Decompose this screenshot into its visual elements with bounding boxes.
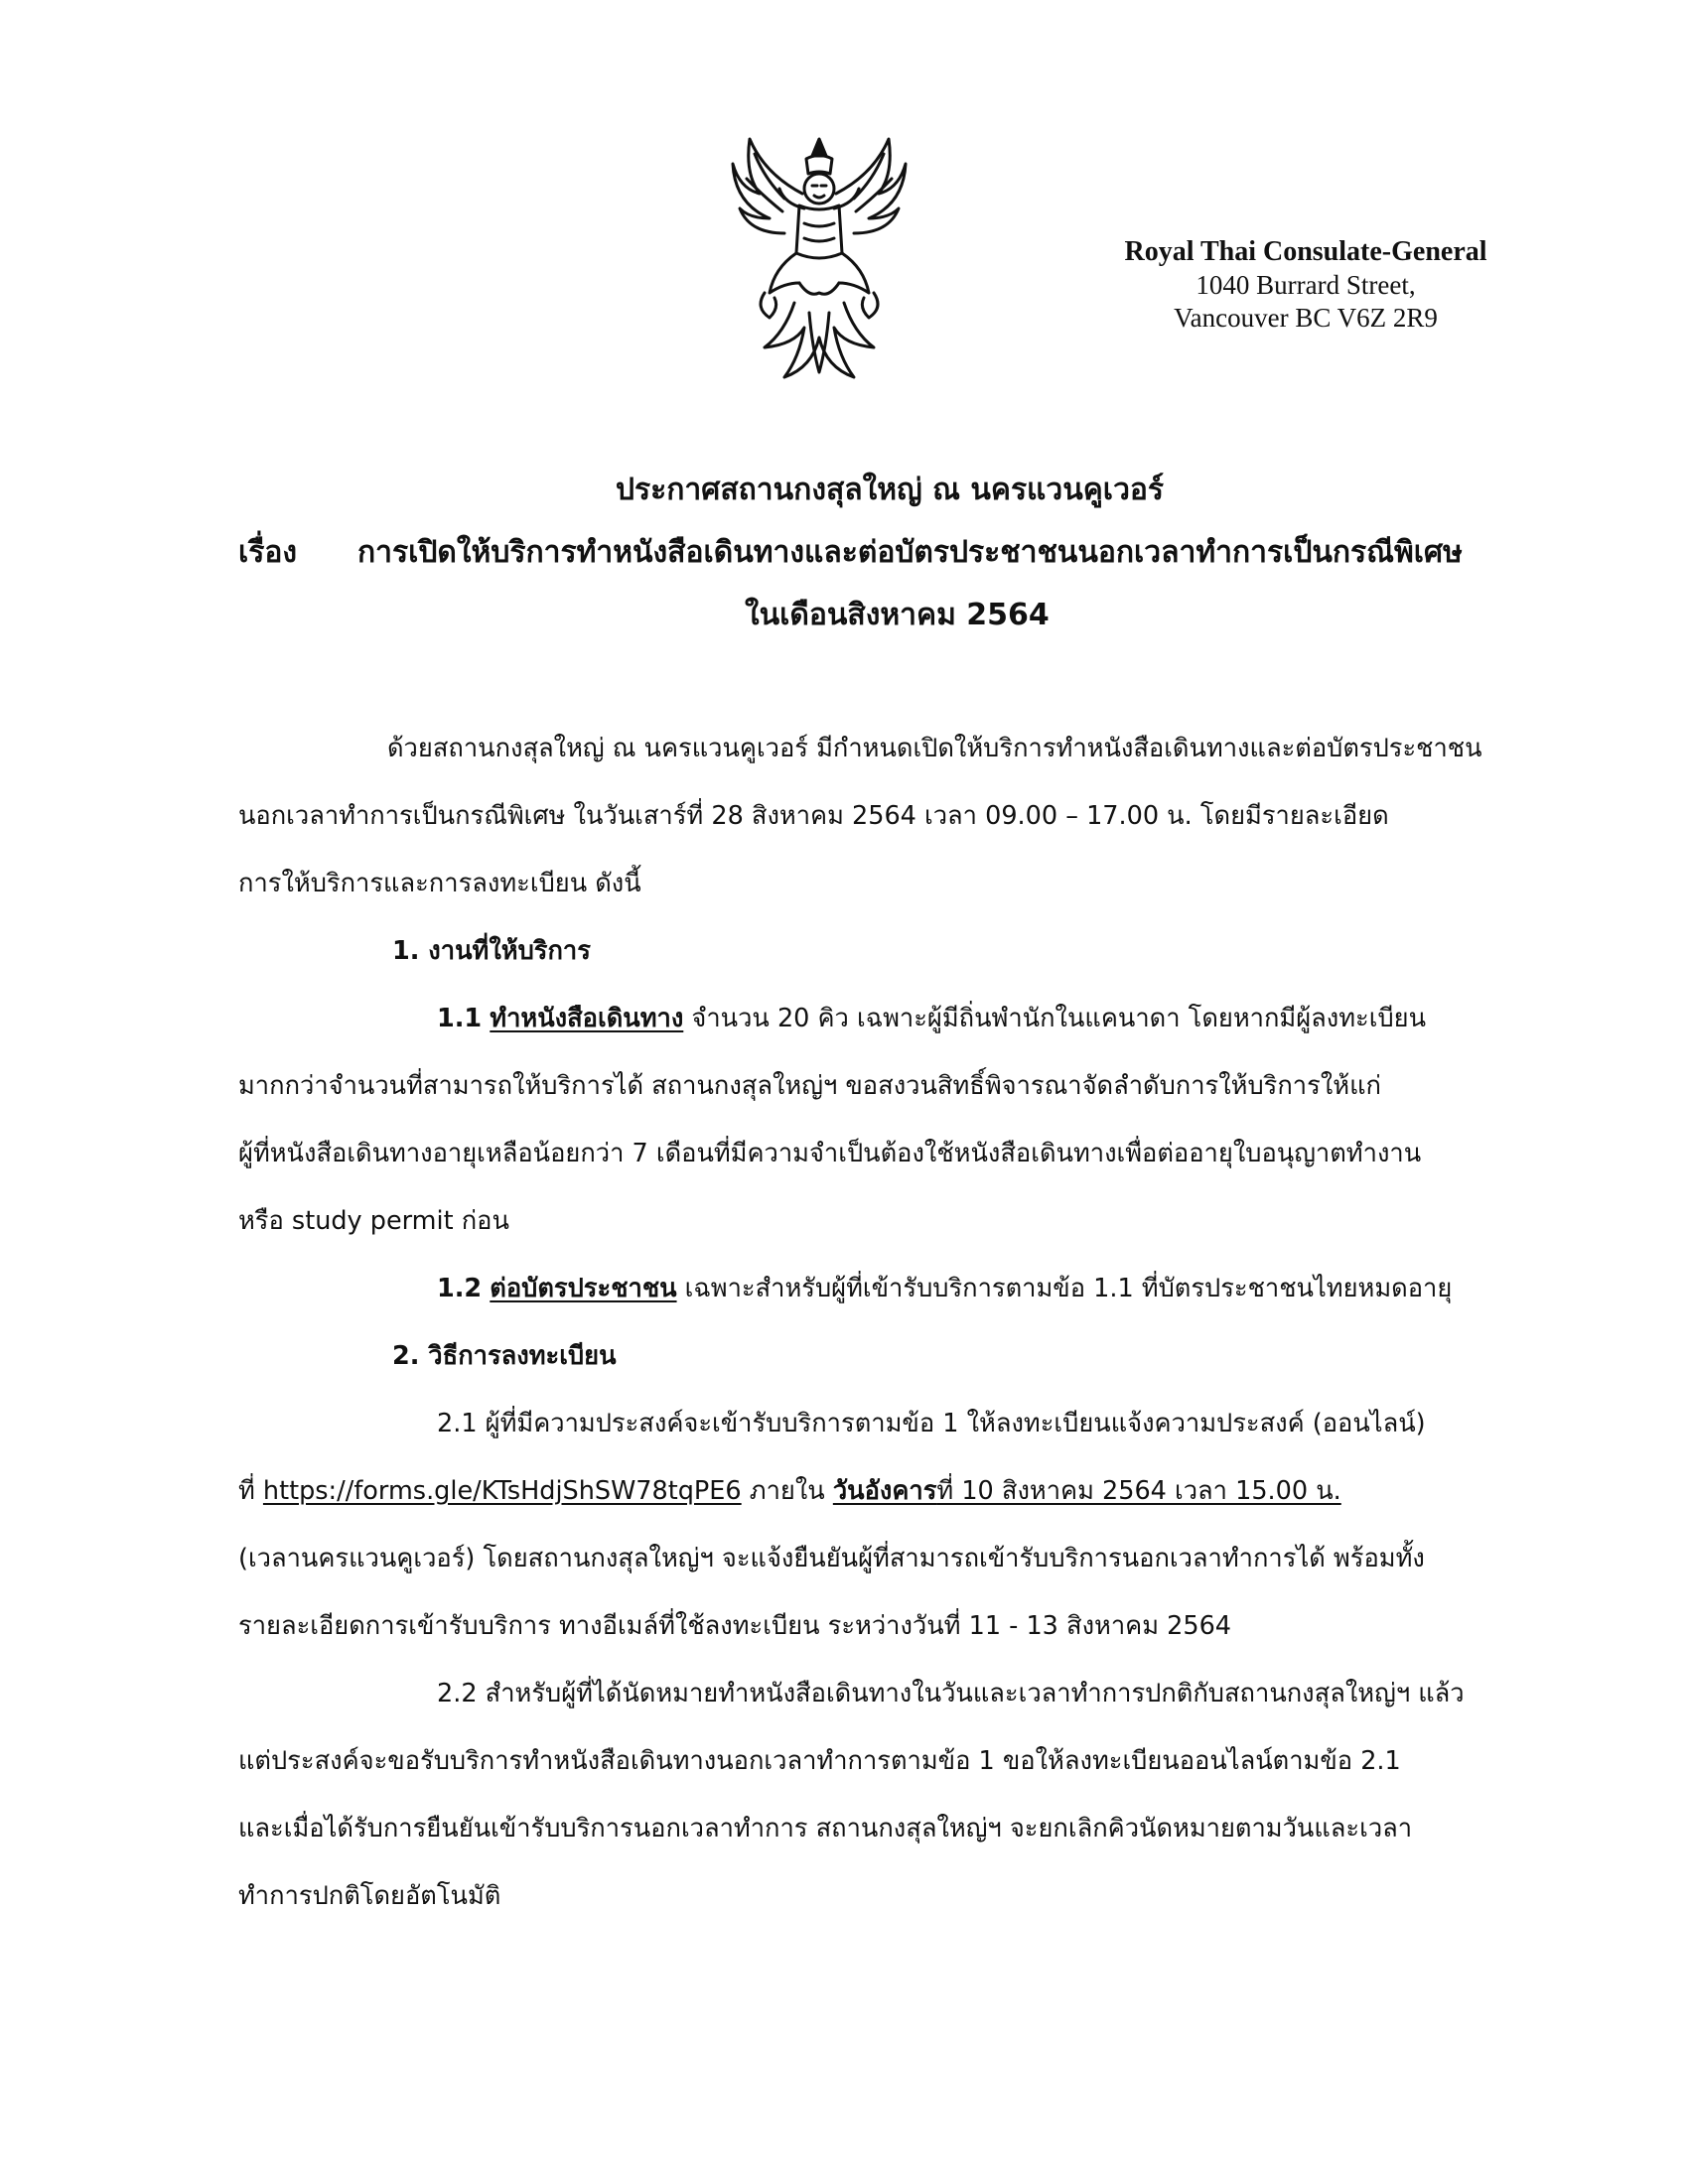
deadline-day: วันอังคาร: [832, 1476, 937, 1506]
address-city: Vancouver BC V6Z 2R9: [1174, 303, 1438, 333]
item-1-2-label: ต่อบัตรประชาชน: [490, 1274, 677, 1303]
item-1-1-number: 1.1: [437, 1004, 483, 1033]
item-1-1-text: จำนวน 20 คิว เฉพาะผู้มีถิ่นพำนักในแคนาดา โดยหากมีผู้ลงทะเบียน: [683, 1004, 1427, 1033]
intro-line-1: ด้วยสถานกงสุลใหญ่ ณ นครแวนคูเวอร์ มีกำหนดเปิดให้บริการทำหนังสือเดินทางและต่อบัตรประชาชน: [387, 734, 1482, 763]
item-2-1-within: ภายใน: [741, 1476, 833, 1506]
intro-line-3: การให้บริการและการลงทะเบียน ดังนี้: [238, 869, 641, 898]
title-line-1: ประกาศสถานกงสุลใหญ่ ณ นครแวนคูเวอร์: [616, 473, 1165, 507]
item-1-2-line: [437, 1255, 1452, 1322]
item-2-2-line-2: แต่ประสงค์จะขอรับบริการทำหนังสือเดินทางนอกเวลาทำการตามข้อ 1 ขอให้ลงทะเบียนออนไลน์ตามข้อ 2.1: [238, 1746, 1401, 1776]
section-2-heading: 2. วิธีการลงทะเบียน: [392, 1341, 617, 1371]
letterhead-address: [1082, 235, 1529, 335]
organization-name: Royal Thai Consulate-General: [1124, 236, 1487, 267]
item-2-1-prefix: ที่: [238, 1476, 263, 1506]
item-2-1-line-2: [238, 1457, 1341, 1525]
subject-text: การเปิดให้บริการทำหนังสือเดินทางและต่อบัตรประชาชนนอกเวลาทำการเป็นกรณีพิเศษ: [357, 535, 1463, 570]
item-1-2-number: 1.2: [437, 1274, 483, 1303]
deadline-date: ที่ 10 สิงหาคม 2564 เวลา 15.00 น.: [936, 1476, 1341, 1506]
section-1-heading: 1. งานที่ให้บริการ: [392, 936, 591, 966]
item-2-2-line-4: ทำการปกติโดยอัตโนมัติ: [238, 1881, 501, 1911]
item-1-1-label: ทำหนังสือเดินทาง: [490, 1004, 684, 1033]
item-1-2-text: เฉพาะสำหรับผู้ที่เข้ารับบริการตามข้อ 1.1 ที่บัตรประชาชนไทยหมดอายุ: [676, 1274, 1453, 1303]
item-2-1-line-3: (เวลานครแวนคูเวอร์) โดยสถานกงสุลใหญ่ฯ จะแจ้งยืนยันผู้ที่สามารถเข้ารับบริการนอกเวลาทำการได้ พร้อมทั้ง: [238, 1544, 1425, 1573]
item-1-1-line-2: มากกว่าจำนวนที่สามารถให้บริการได้ สถานกงสุลใหญ่ฯ ขอสงวนสิทธิ์พิจารณาจัดลำดับการให้บริการให้แก่: [238, 1071, 1381, 1101]
registration-form-link[interactable]: https://forms.gle/KTsHdjShSW78tqPE6: [262, 1476, 742, 1506]
item-2-2-line-3: และเมื่อได้รับการยืนยันเข้ารับบริการนอกเวลาทำการ สถานกงสุลใหญ่ฯ จะยกเลิกคิวนัดหมายตามวันและเวลา: [238, 1814, 1413, 1843]
item-2-1-line-1: 2.1 ผู้ที่มีความประสงค์จะเข้ารับบริการตามข้อ 1 ให้ลงทะเบียนแจ้งความประสงค์ (ออนไลน์): [437, 1409, 1426, 1438]
subject-label: เรื่อง: [238, 535, 298, 570]
item-2-1-line-4: รายละเอียดการเข้ารับบริการ ทางอีเมล์ที่ใช้ลงทะเบียน ระหว่างวันที่ 11 - 13 สิงหาคม 2564: [238, 1611, 1232, 1641]
item-2-2-line-1: 2.2 สำหรับผู้ที่ได้นัดหมายทำหนังสือเดินทางในวันและเวลาทำการปกติกับสถานกงสุลใหญ่ฯ แล้ว: [437, 1679, 1465, 1708]
garuda-emblem: [725, 134, 914, 382]
title-line-3: ในเดือนสิงหาคม 2564: [745, 598, 1050, 632]
item-1-1-line-1: [437, 985, 1426, 1052]
address-street: 1040 Burrard Street,: [1196, 270, 1416, 300]
item-1-1-line-4: หรือ study permit ก่อน: [238, 1206, 509, 1236]
intro-line-2: นอกเวลาทำการเป็นกรณีพิเศษ ในวันเสาร์ที่ 28 สิงหาคม 2564 เวลา 09.00 – 17.00 น. โดยมีรายละเอียด: [238, 801, 1389, 831]
item-1-1-line-3: ผู้ที่หนังสือเดินทางอายุเหลือน้อยกว่า 7 เดือนที่มีความจำเป็นต้องใช้หนังสือเดินทางเพื่อต่ออายุใบอนุญาตทำงาน: [238, 1139, 1422, 1168]
